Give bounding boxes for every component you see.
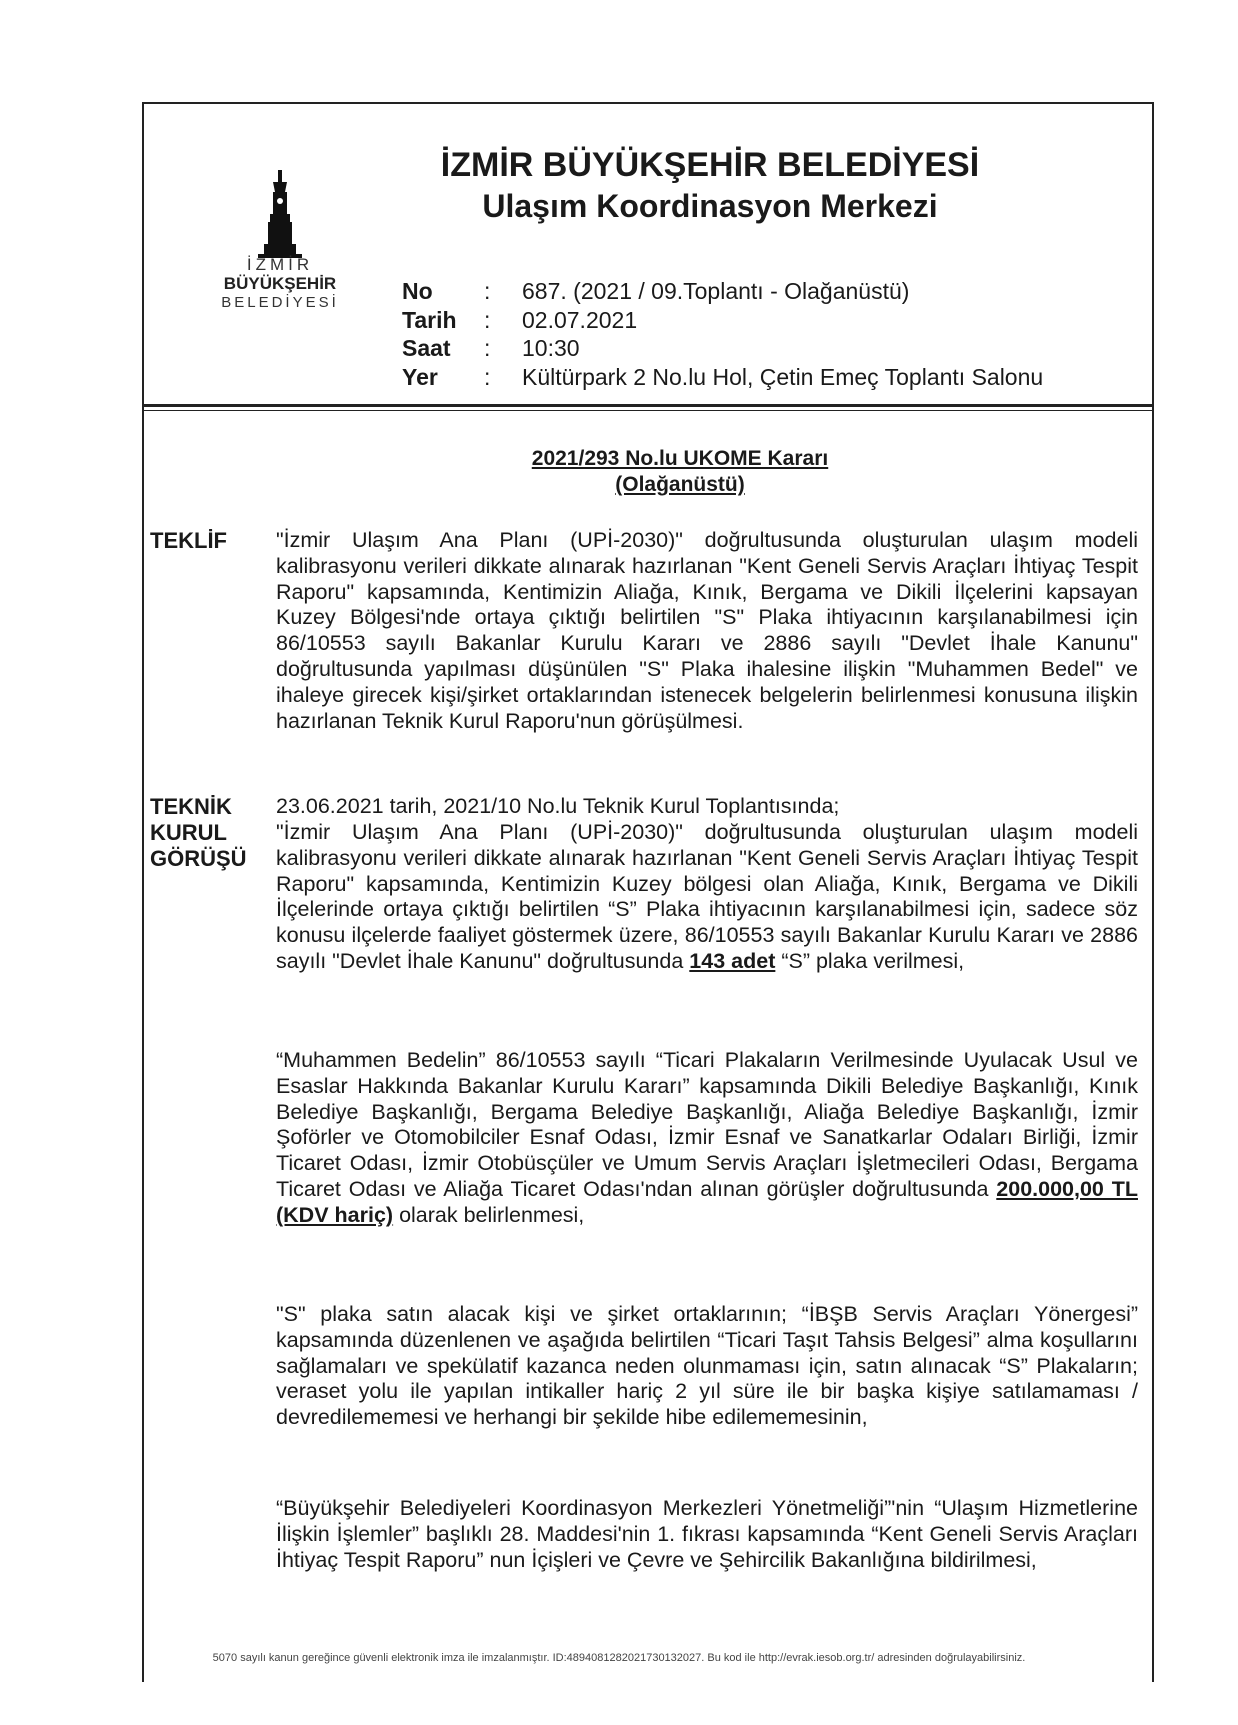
paragraph-text: “S” plaka verilmesi, bbox=[781, 948, 965, 973]
header-divider bbox=[142, 404, 1154, 407]
teklif-label: TEKLİF bbox=[150, 528, 227, 553]
teknik-label: TEKNİK bbox=[150, 794, 232, 819]
meta-colon: : bbox=[484, 363, 491, 390]
teknik-paragraph-3: "S" plaka satın alacak kişi ve şirket ortaklarının; “İBŞB Servis Araçları Yönergesi” kapsamında düzenlenen ve aşağıda belirtilen “Ticari Taşıt Tahsis Belgesi” alma koşullarını sağlamaları ve spekülatif kazanca neden olunmaması için, satın alınacak “S” Plakaların; veraset yolu ile yapılan intikaller hariç 2 yıl süre ile bir başka kişiye satılamaması / devredilememesi ve herhangi bir şekilde hibe edilememesinin, bbox=[276, 1302, 1138, 1430]
meta-key: Saat bbox=[402, 335, 451, 361]
meta-row-tarih bbox=[402, 306, 1043, 335]
price-amount: 200.000,00 TL (KDV hariç) bbox=[276, 1176, 1138, 1227]
meta-colon: : bbox=[484, 335, 491, 361]
municipality-logo bbox=[200, 168, 360, 318]
department-subtitle: Ulaşım Koordinasyon Merkezi bbox=[482, 188, 938, 224]
meta-value: 10:30 bbox=[522, 335, 580, 361]
meta-key: No bbox=[402, 278, 433, 304]
teknik-paragraph-2 bbox=[276, 1048, 1138, 1229]
header-divider-thin bbox=[142, 410, 1154, 411]
meta-colon: : bbox=[484, 278, 491, 304]
logo-text-izmir: İZMİR bbox=[246, 255, 314, 274]
plate-count: 143 adet bbox=[689, 948, 776, 973]
paragraph-text: "İzmir Ulaşım Ana Planı (UPİ-2030)" doğrultusunda oluşturulan ulaşım modeli kalibrasyonu verileri dikkate alınarak hazırlanan "Kent Geneli Servis Araçları İhtiyaç Tespit Raporu" kapsamında, Kentimizin Kuzey bölgesi olan Aliağa, Kınık, Bergama ve Dikili İlçelerinde ortaya çıktığı belirtilen “S” Plaka ihtiyacının karşılanabilmesi için, sadece söz konusu ilçelerde faaliyet göstermek üzere, 86/10553 sayılı Bakanlar Kurulu Kararı ve 2886 sayılı "Devlet İhale Kanunu" doğrultusunda bbox=[276, 820, 1138, 973]
meta-key: Tarih bbox=[402, 306, 457, 333]
teknik-intro: 23.06.2021 tarih, 2021/10 No.lu Teknik Kurul Toplantısında; bbox=[276, 794, 840, 818]
paragraph-text: olarak belirlenmesi, bbox=[399, 1202, 585, 1227]
meta-row-yer bbox=[402, 363, 1043, 392]
gorusu-label: GÖRÜŞÜ bbox=[150, 846, 247, 871]
meta-value: 02.07.2021 bbox=[522, 306, 638, 333]
teknik-paragraph-4: “Büyükşehir Belediyeleri Koordinasyon Merkezleri Yönetmeliği”'nin “Ulaşım Hizmetlerine İlişkin İşlemler” başlıklı 28. Maddesi'nin 1. fıkrası kapsamında “Kent Geneli Servis Araçları İhtiyaç Tespit Raporu” nun İçişleri ve Çevre ve Şehircilik Bakanlığına bildirilmesi, bbox=[276, 1496, 1138, 1572]
meta-key: Yer bbox=[402, 363, 438, 390]
meeting-info bbox=[402, 277, 1043, 391]
kurul-label: KURUL bbox=[150, 820, 227, 845]
meta-row-no bbox=[402, 277, 1043, 306]
decision-title: 2021/293 No.lu UKOME Kararı bbox=[531, 447, 829, 470]
logo-text-buyuksehir: BÜYÜKŞEHİR bbox=[223, 274, 337, 293]
logo-text-belediyesi: BELEDİYESİ bbox=[221, 294, 339, 311]
meta-value: Kültürpark 2 No.lu Hol, Çetin Emeç Toplantı Salonu bbox=[522, 363, 1044, 390]
e-signature-footer: 5070 sayılı kanun gereğince güvenli elektronik imza ile imzalanmıştır. ID:4894081282021730132027. Bu kod ile http://evrak.iesob.org.tr/ adresinden doğrulayabilirsiniz. bbox=[212, 1652, 1026, 1664]
meta-row-saat bbox=[402, 334, 1043, 363]
meta-colon: : bbox=[484, 306, 491, 333]
teknik-paragraph-1 bbox=[276, 820, 1138, 975]
paragraph-text: “Muhammen Bedelin” 86/10553 sayılı “Ticari Plakaların Verilmesinde Uyulacak Usul ve Esaslar Hakkında Bakanlar Kurulu Kararı” kapsamında Dikili Belediye Başkanlığı, Kınık Belediye Başkanlığı, Bergama Belediye Başkanlığı, Aliağa Belediye Başkanlığı, İzmir Şoförler ve Otomobilciler Esnaf Odası, İzmir Esnaf ve Sanatkarlar Odaları Birliği, İzmir Ticaret Odası, İzmir Otobüsçüler ve Umum Servis Araçları İşletmecileri Odası, Bergama Ticaret Odası ve Aliağa Ticaret Odası'ndan alınan görüşler doğrultusunda bbox=[276, 1048, 1138, 1201]
meta-value: 687. (2021 / 09.Toplantı - Olağanüstü) bbox=[522, 278, 910, 304]
decision-subtitle: (Olağanüstü) bbox=[615, 473, 745, 496]
teklif-text: "İzmir Ulaşım Ana Planı (UPİ-2030)" doğrultusunda oluşturulan ulaşım modeli kalibrasyonu verileri dikkate alınarak hazırlanan "Kent Geneli Servis Araçları İhtiyaç Tespit Raporu" kapsamında, Kentimizin Aliağa, Kınık, Bergama ve Dikili İlçelerini kapsayan Kuzey Bölgesi'nde ortaya çıktığı belirtilen "S" Plaka ihtiyacının karşılanabilmesi için 86/10553 sayılı Bakanlar Kurulu Kararı ve 2886 sayılı "Devlet İhale Kanunu" doğrultusunda yapılması düşünülen "S" Plaka ihalesine ilişkin "Muhammen Bedel" ve ihaleye girecek kişi/şirket ortaklarından istenecek belgelerin belirlenmesi konusuna ilişkin hazırlanan Teknik Kurul Raporu'nun görüşülmesi. bbox=[276, 528, 1138, 733]
institution-title: İZMİR BÜYÜKŞEHİR BELEDİYESİ bbox=[440, 146, 980, 184]
clock-tower-icon bbox=[200, 168, 360, 260]
